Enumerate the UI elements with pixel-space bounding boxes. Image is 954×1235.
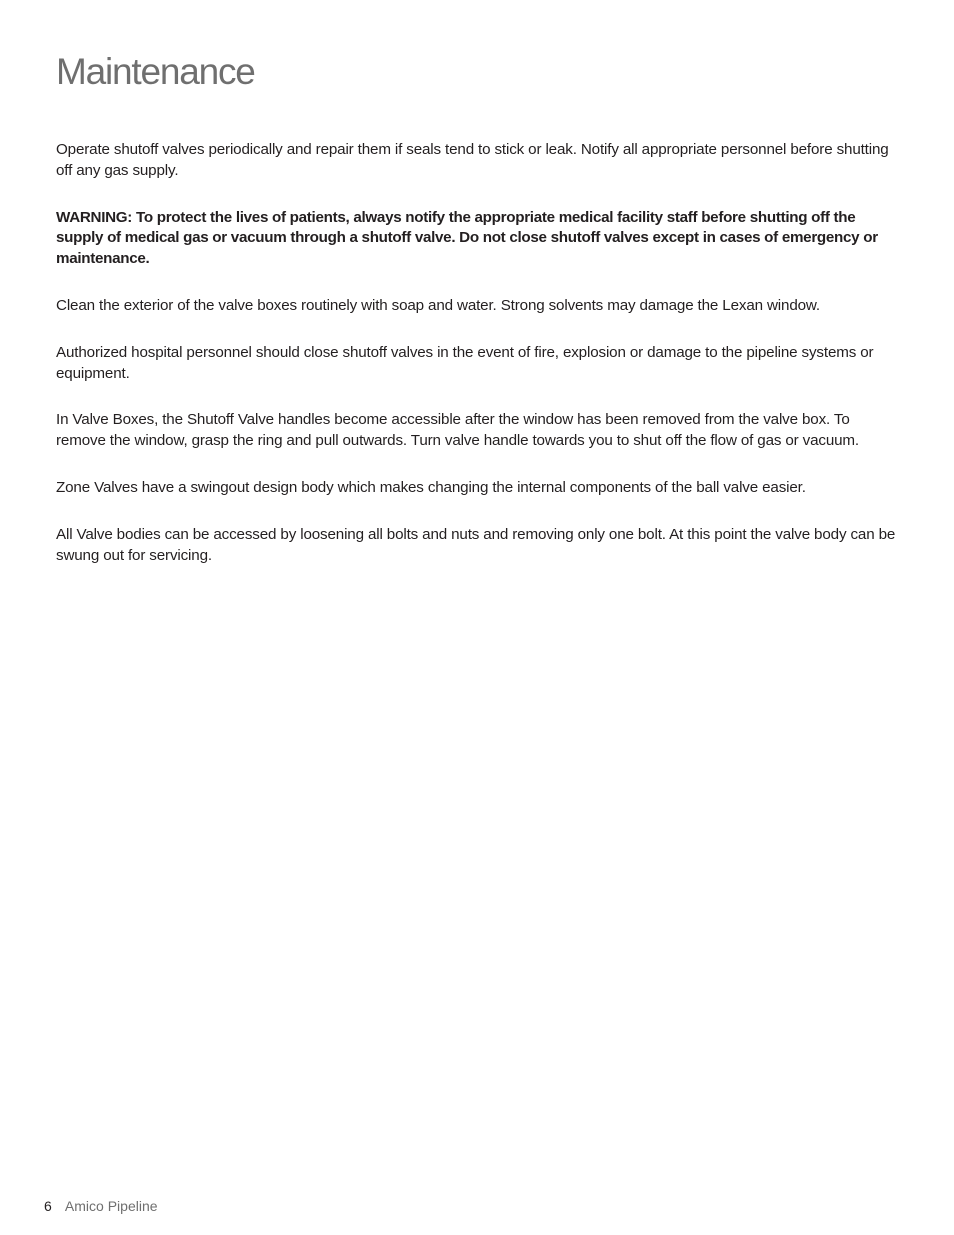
paragraph-valve-boxes: In Valve Boxes, the Shutoff Valve handles become accessible after the window has been removed from the valve box. To remove the window, grasp the ring and pull outwards. Turn valve handle towards you to shut off the flow of gas or vacuum. [56,411,859,450]
paragraph-zone-valves: Zone Valves have a swingout design body which makes changing the internal components of the ball valve easier. [56,478,806,496]
warning-paragraph: WARNING: To protect the lives of patients, always notify the appropriate medical facility staff before shutting off the supply of medical gas or vacuum through a shutoff valve. Do not close shutoff valves except in cases of emergency or maintenance. [56,208,878,268]
page-title: Maintenance [56,51,255,92]
page-footer [44,1196,158,1216]
paragraph-cleaning: Clean the exterior of the valve boxes routinely with soap and water. Strong solvents may damage the Lexan window. [56,296,820,314]
footer-label: Amico Pipeline [64,1198,158,1214]
page-number: 6 [44,1198,52,1214]
main-content [56,140,898,592]
paragraph-valve-bodies: All Valve bodies can be accessed by loosening all bolts and nuts and removing only one bolt. At this point the valve body can be swung out for servicing. [56,525,896,564]
paragraph-operate-valves: Operate shutoff valves periodically and repair them if seals tend to stick or leak. Notify all appropriate personnel before shutting off any gas supply. [56,141,889,179]
paragraph-emergency-shutoff: Authorized hospital personnel should close shutoff valves in the event of fire, explosion or damage to the pipeline systems or equipment. [56,343,874,382]
